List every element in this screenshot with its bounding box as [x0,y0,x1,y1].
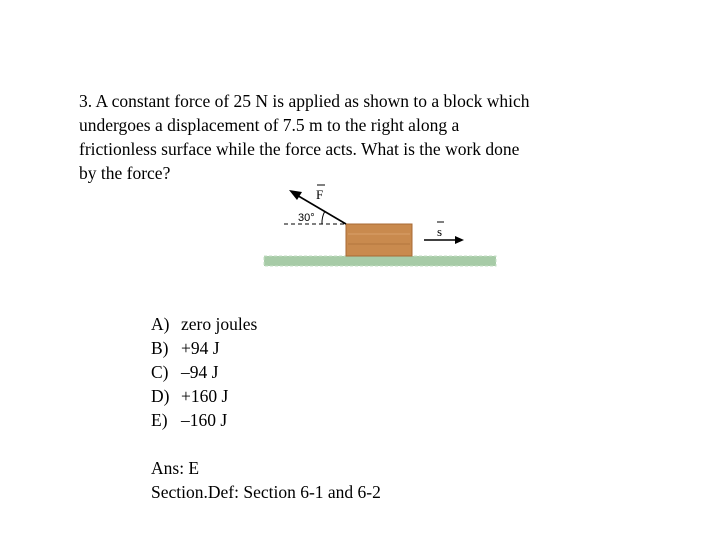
answer-line: Ans: E [151,458,200,478]
choice-letter: B) [151,338,169,358]
displacement-arrowhead [455,236,464,244]
choice-c [151,360,257,384]
choice-text: –94 J [181,362,219,382]
force-diagram [262,180,498,272]
choice-letter: A) [151,314,170,334]
force-label: F [316,187,324,202]
ground-surface [264,256,496,266]
angle-label: 30° [298,212,315,224]
question-line: by the force? [79,163,171,183]
choice-b [151,336,257,360]
choice-d [151,384,257,408]
question-line: undergoes a displacement of 7.5 m to the right along a [79,115,460,135]
choice-e [151,408,257,432]
answer-choices [151,312,257,432]
question-line: frictionless surface while the force acts. What is the work done [79,139,520,159]
choice-letter: C) [151,362,169,382]
block [346,224,412,256]
choice-letter: E) [151,410,168,430]
section-line: Section.Def: Section 6-1 and 6-2 [151,482,381,502]
choice-text: +160 J [181,386,229,406]
choice-letter: D) [151,386,170,406]
displacement-label: s [437,224,443,239]
answer-block [151,456,381,504]
choice-text: –160 J [181,410,228,430]
force-arrowhead [289,190,302,200]
choice-a [151,312,257,336]
question-line: 3. A constant force of 25 N is applied as shown to a block which [79,91,530,111]
choice-text: +94 J [181,338,220,358]
choice-text: zero joules [181,314,258,334]
force-diagram-svg [262,180,498,272]
question-text [79,89,639,185]
angle-arc [322,211,325,224]
